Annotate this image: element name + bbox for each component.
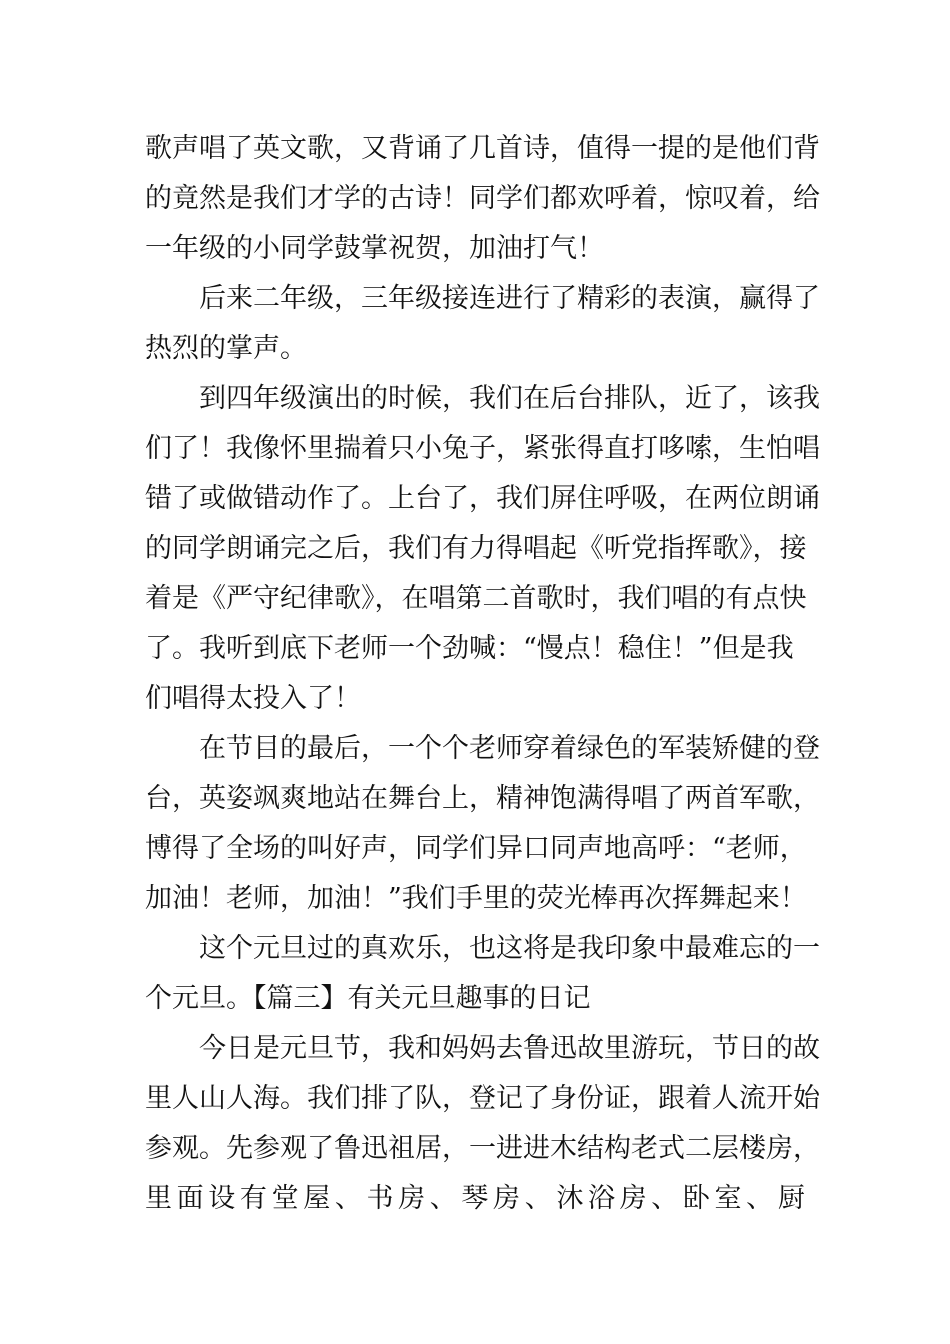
glyph: 卧 bbox=[682, 1183, 710, 1214]
glyph: 、 bbox=[334, 1183, 362, 1214]
text-line-spread bbox=[145, 1174, 805, 1224]
text-line: 的竟然是我们才学的古诗！同学们都欢呼着，惊叹着，给 bbox=[145, 183, 820, 214]
glyph: 有 bbox=[239, 1183, 267, 1214]
paragraph-first-line: 今日是元旦节，我和妈妈去鲁迅故里游玩，节日的故 bbox=[199, 1033, 820, 1064]
text-line: 错了或做错动作了。上台了，我们屏住呼吸，在两位朗诵 bbox=[145, 483, 820, 514]
document-body bbox=[145, 124, 820, 1224]
glyph: 、 bbox=[746, 1183, 774, 1214]
glyph: 面 bbox=[176, 1183, 204, 1214]
glyph: 屋 bbox=[303, 1183, 331, 1214]
paragraph-first-line: 后来二年级，三年级接连进行了精彩的表演，赢得了 bbox=[199, 283, 820, 314]
text-line: 们唱得太投入了！ bbox=[145, 683, 361, 714]
text-line: 参观。先参观了鲁迅祖居，一进进木结构老式二层楼房， bbox=[145, 1133, 820, 1164]
glyph: 房 bbox=[619, 1183, 647, 1214]
text-line: 个元旦。【篇三】有关元旦趣事的日记 bbox=[145, 983, 591, 1014]
paragraph-first-line: 这个元旦过的真欢乐，也这将是我印象中最难忘的一 bbox=[199, 933, 820, 964]
glyph: 浴 bbox=[587, 1183, 615, 1214]
text-line: 的同学朗诵完之后，我们有力得唱起《听党指挥歌》，接 bbox=[145, 533, 807, 564]
text-line: 博得了全场的叫好声，同学们异口同声地高呼：“老师， bbox=[145, 833, 807, 864]
glyph: 厨 bbox=[777, 1183, 805, 1214]
glyph: 里 bbox=[145, 1183, 172, 1214]
text-line: 着是《严守纪律歌》，在唱第二首歌时，我们唱的有点快 bbox=[145, 583, 807, 614]
glyph: 、 bbox=[524, 1183, 552, 1214]
glyph: 沐 bbox=[556, 1183, 584, 1214]
glyph: 、 bbox=[651, 1183, 679, 1214]
glyph: 房 bbox=[398, 1183, 426, 1214]
glyph: 室 bbox=[714, 1183, 742, 1214]
paragraph-first-line: 到四年级演出的时候，我们在后台排队，近了，该我 bbox=[199, 383, 820, 414]
paragraph-first-line: 在节目的最后，一个个老师穿着绿色的军装矫健的登 bbox=[199, 733, 820, 764]
glyph: 、 bbox=[429, 1183, 457, 1214]
text-line: 们了！我像怀里揣着只小兔子，紧张得直打哆嗦，生怕唱 bbox=[145, 433, 820, 464]
glyph: 设 bbox=[208, 1183, 236, 1214]
text-line: 了。我听到底下老师一个劲喊：“慢点！稳住！”但是我 bbox=[145, 633, 794, 664]
glyph: 房 bbox=[493, 1183, 521, 1214]
text-line: 台，英姿飒爽地站在舞台上，精神饱满得唱了两首军歌， bbox=[145, 783, 820, 814]
glyph: 书 bbox=[366, 1183, 394, 1214]
text-line: 歌声唱了英文歌，又背诵了几首诗，值得一提的是他们背 bbox=[145, 133, 820, 164]
text-line: 里人山人海。我们排了队，登记了身份证，跟着人流开始 bbox=[145, 1083, 820, 1114]
text-line: 热烈的掌声。 bbox=[145, 333, 307, 364]
text-line: 一年级的小同学鼓掌祝贺，加油打气！ bbox=[145, 233, 604, 264]
text-line: 加油！老师，加油！”我们手里的荧光棒再次挥舞起来！ bbox=[145, 883, 807, 914]
glyph: 琴 bbox=[461, 1183, 489, 1214]
glyph: 堂 bbox=[271, 1183, 299, 1214]
